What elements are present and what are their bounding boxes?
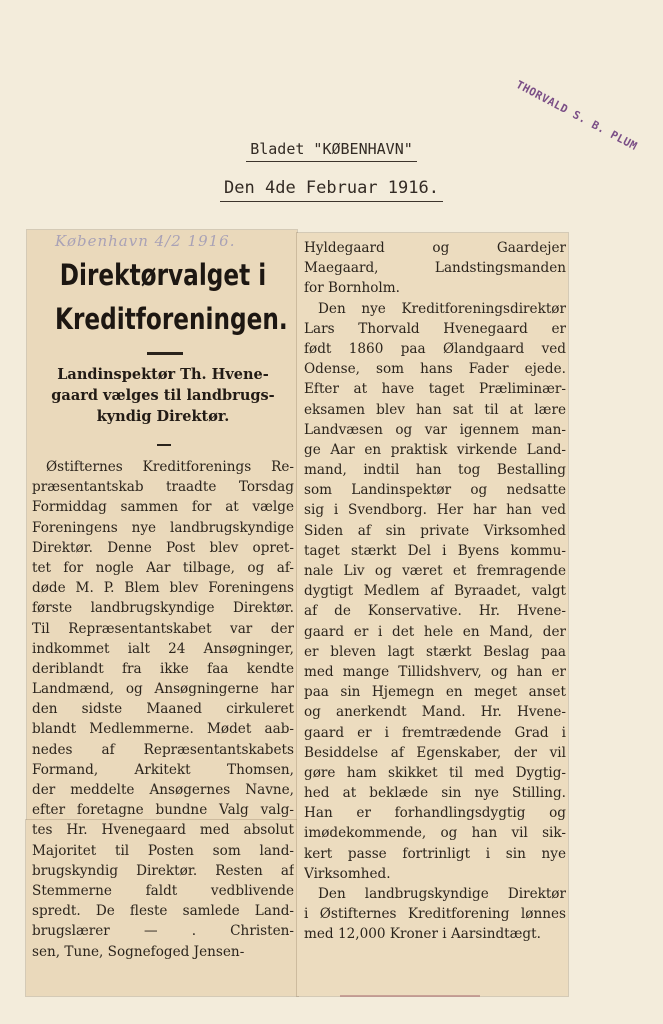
subheadline-line: kyndig Direktør. [96,408,230,425]
text-line: Efter at have taget Præliminær- [304,381,566,398]
text-line: blandt Medlemmerne. Mødet aab- [32,721,294,738]
text-line: deriblandt fra ikke faa kendte [32,660,294,677]
text-line: eksamen blev han sat til at lære [304,401,566,418]
text-line: sen, Tune, Sognefoged Jensen- [32,943,245,960]
text-line: Maegaard, Landstingsmanden [304,260,566,277]
text-line: Østifternes Kreditforenings Re- [46,459,294,475]
text-line: for Bornholm. [304,280,400,297]
text-line: brugskyndig Direktør. Resten af [32,862,294,879]
headline-line-2: Kreditforeningen. [55,302,288,336]
text-line: indkommet ialt 24 Ansøgninger, [32,640,294,657]
text-line: dygtigt Medlem af Byraadet, valgt [304,583,566,600]
end-rule [340,995,480,997]
newspaper-name: Bladet "KØBENHAVN" [0,140,663,158]
text-line: Den landbrugskyndige Direktør [318,886,566,902]
text-line: ge Aar en praktisk virkende Land- [304,441,566,458]
text-line: døde M. P. Blem blev Foreningens [32,580,294,597]
text-line: efter foretagne bundne Valg valg- [32,802,294,819]
text-line: hed at beklæde sin nye Stilling. [304,785,566,802]
text-line: første landbrugskyndige Direktør. [32,600,294,617]
text-line: præsentantskab traadte Torsdag [32,479,294,496]
text-line: med mange Tillidshverv, og han er [304,663,566,680]
text-line: med 12,000 Kroner i Aarsindtægt. [304,926,541,943]
article-column-1 [32,457,294,962]
text-line: Siden af sin private Virksomhed [304,522,566,539]
text-line: gaard er i det hele en Mand, der [304,623,566,640]
text-line: Foreningens nye landbrugskyndige [32,519,294,536]
text-line: Besiddelse af Egenskaber, der vil [304,744,566,761]
text-line: brugslærer — . Christen- [32,923,294,940]
text-line: i Østifternes Kreditforening lønnes [304,906,566,923]
subheadline [32,364,294,427]
text-line: Lars Thorvald Hvenegaard er [304,320,566,337]
text-line: født 1860 paa Ølandgaard ved [304,340,566,357]
text-line: Den nye Kreditforeningsdirektør [318,300,566,317]
text-line: Landmænd, og Ansøgningerne har [32,681,294,698]
text-line: Hyldegaard og Gaardejer [304,240,566,256]
text-line: Odense, som hans Fader ejede. [304,361,566,378]
text-line: der meddelte Ansøgernes Navne, [32,782,294,798]
text-line: Til Repræsentantskabet var der [32,620,294,637]
text-line: den sidste Maaned cirkuleret [32,701,294,718]
text-line: Formiddag sammen for at vælge [32,499,294,516]
text-line: Majoritet til Posten som land- [32,842,294,859]
text-line: af de Konservative. Hr. Hvene- [304,603,566,620]
text-line: mand, indtil han tog Bestalling [304,462,566,479]
text-line: paa sin Hjemegn en meget anset [304,684,566,701]
text-line: kert passe fortrinligt i sin nye [304,845,566,862]
text-line: tes Hr. Hvenegaard med absolut [32,822,294,839]
text-line: Landvæsen og var igennem man- [304,421,566,438]
text-line: taget stærkt Del i Byens kommu- [304,542,566,559]
text-line: Han er forhandlingsdygtig og [304,805,566,822]
clipping-date: Den 4de Februar 1916. [0,178,663,198]
text-line: tet for nogle Aar tilbage, og af- [32,559,294,576]
handwritten-note: København 4/2 1916. [55,232,236,250]
owner-stamp: THORVALD S. B. PLUM [513,78,640,154]
subheadline-line: Landinspektør Th. Hvene- [57,366,269,383]
text-line: Stemmerne faldt vedblivende [32,882,294,899]
headline-divider [147,352,183,355]
text-line: imødekommende, og han vil sik- [304,825,566,842]
text-line: Virksomhed. [304,865,391,882]
text-line: Formand, Arkitekt Thomsen, [32,761,294,778]
text-line: og anerkendt Mand. Hr. Hvene- [304,704,566,721]
text-line: nedes af Repræsentantskabets [32,741,294,758]
article-column-2 [304,238,566,945]
text-line: spredt. De fleste samlede Land- [32,903,294,920]
text-line: nale Liv og været et fremragende [304,563,566,579]
text-line: er bleven lagt stærkt Beslag paa [304,643,566,660]
text-line: som Landinspektør og nedsatte [304,482,566,499]
headline-line-1: Direktørvalget i [59,258,267,292]
subheadline-divider [157,444,171,446]
text-line: gaard er i fremtrædende Grad i [304,724,566,741]
text-line: sig i Svendborg. Her har han ved [304,502,566,519]
subheadline-line: gaard vælges til landbrugs- [51,387,275,404]
text-line: gøre ham skikket til med Dygtig- [304,764,566,781]
text-line: Direktør. Denne Post blev opret- [32,539,294,556]
